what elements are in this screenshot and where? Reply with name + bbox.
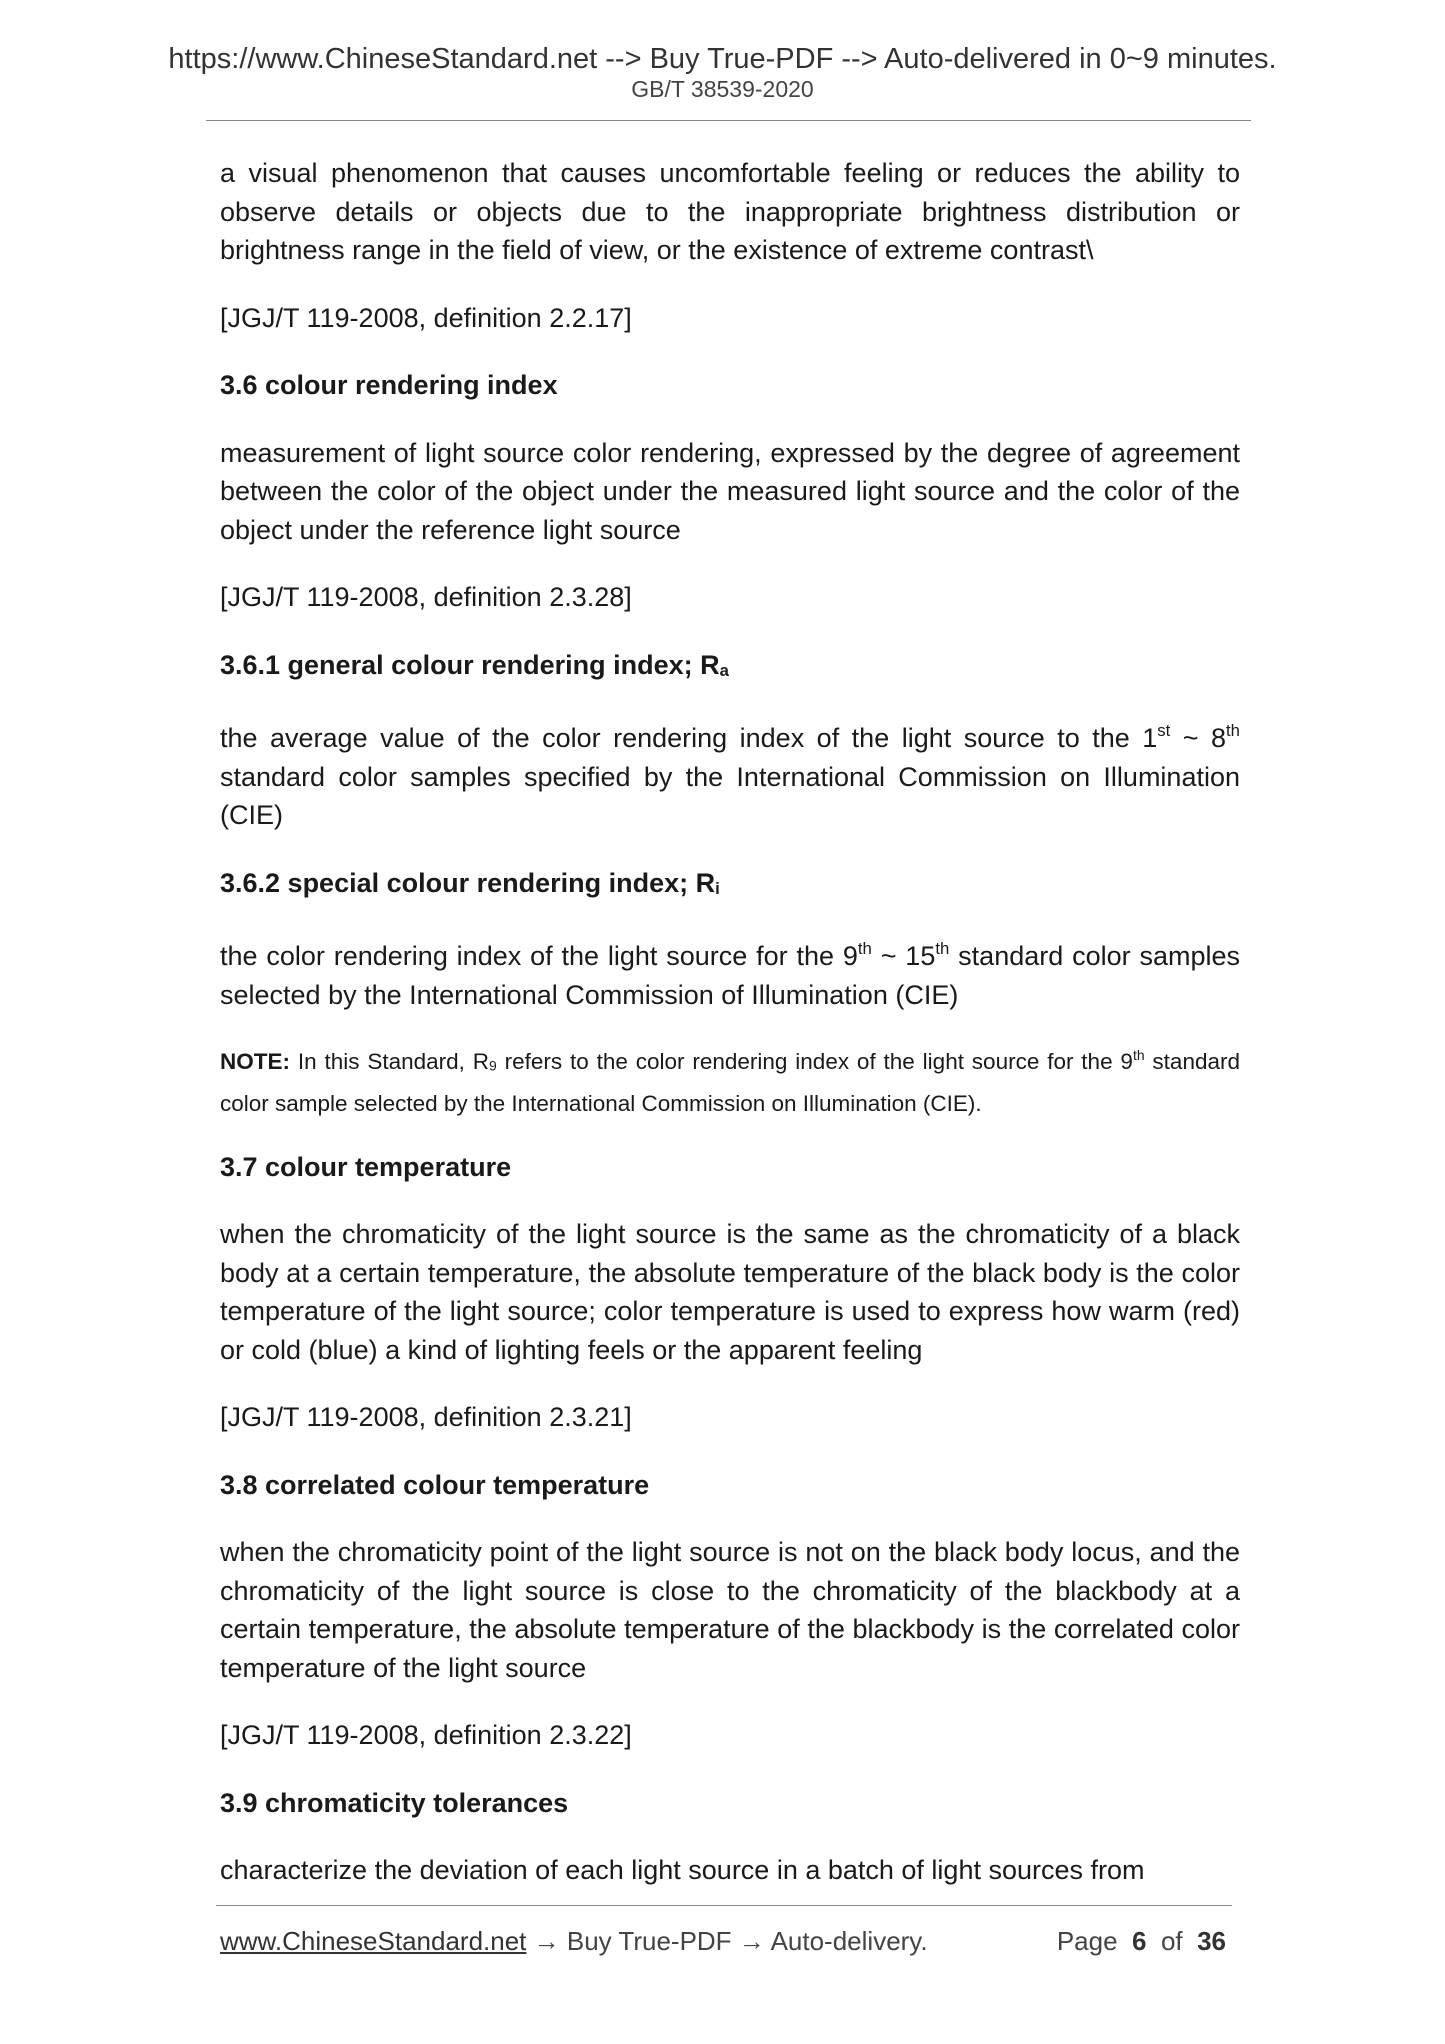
- heading-3-6-1: [220, 646, 1240, 691]
- superscript-th: th: [1226, 721, 1240, 741]
- heading-3-6-1-text: 3.6.1 general colour rendering index; R: [220, 649, 720, 680]
- heading-3-6-2: [220, 864, 1240, 909]
- heading-3-6-1-subscript: a: [719, 660, 729, 680]
- definition-3-6-2-part-c: standard color samples selected by the International Commission of Illumination (CIE): [220, 941, 1241, 1010]
- note-label: NOTE:: [220, 1049, 290, 1074]
- footer-text: → Buy True-PDF → Auto-delivery.: [526, 1926, 928, 1956]
- note-part-a: In this Standard, R: [290, 1049, 490, 1074]
- page-current: 6: [1132, 1926, 1147, 1956]
- footer: [220, 1924, 1232, 1958]
- header-divider: [206, 120, 1251, 121]
- page-total: 36: [1197, 1926, 1226, 1956]
- header-banner: https://www.ChineseStandard.net --> Buy True-PDF --> Auto-delivered in 0~9 minutes.: [168, 43, 1277, 75]
- note-part-b: refers to the color rendering index of the light source for the 9: [496, 1049, 1133, 1074]
- page-of: of: [1160, 1926, 1183, 1956]
- definition-3-6-1-part-b: ~ 8: [1170, 723, 1227, 753]
- reference-3-8: [JGJ/T 119-2008, definition 2.3.22]: [220, 1720, 632, 1751]
- definition-3-7: when the chromaticity of the light source is the same as the chromaticity of a black body at a certain temperature, the absolute temperature of the black body is the color temperature of the light source; color temperature is used to express how warm (red) or cold (blue) a kind of lighting feels or the apparent feeling: [220, 1219, 1240, 1365]
- heading-3-8: 3.8 correlated colour temperature: [220, 1469, 650, 1500]
- reference-3-7: [JGJ/T 119-2008, definition 2.3.21]: [220, 1402, 632, 1433]
- definition-3-8: when the chromaticity point of the light source is not on the black body locus, and the chromaticity of the light source is close to the chromaticity of the blackbody at a certain temperature, the absolute temperature of the blackbody is the correlated color temperature of the light source: [220, 1537, 1240, 1683]
- superscript-th: th: [857, 939, 872, 959]
- heading-3-7: 3.7 colour temperature: [220, 1151, 512, 1182]
- heading-3-6: 3.6 colour rendering index: [220, 370, 558, 400]
- footer-divider: [216, 1905, 1232, 1906]
- page-label: Page: [1056, 1926, 1118, 1956]
- reference-3-6: [JGJ/T 119-2008, definition 2.3.28]: [220, 582, 632, 612]
- document-body: [220, 154, 1240, 1919]
- definition-3-6-1-part-c: standard color samples specified by the International Commission on Illumination (CIE): [220, 761, 1240, 830]
- heading-3-6-2-text: 3.6.2 special colour rendering index; R: [220, 867, 716, 898]
- heading-3-6-2-subscript: i: [715, 878, 720, 898]
- definition-3-6-2: [220, 937, 1240, 1014]
- footer-site-link[interactable]: www.ChineseStandard.net: [220, 1926, 527, 1956]
- superscript-st: st: [1157, 721, 1171, 741]
- note-subscript: 9: [489, 1057, 497, 1074]
- note-3-6-2: [220, 1043, 1240, 1123]
- superscript-th: th: [1132, 1046, 1145, 1063]
- definition-3-6-1: [220, 719, 1240, 835]
- definition-3-6: measurement of light source color rendering, expressed by the degree of agreement between the color of the object under the measured light source and the color of the object under the reference light source: [220, 437, 1240, 545]
- glare-definition: a visual phenomenon that causes uncomfortable feeling or reduces the ability to observe details or objects due to the inappropriate brightness distribution or brightness range in the field of view, or the existence of extreme contrast\: [220, 158, 1240, 265]
- heading-3-9: 3.9 chromaticity tolerances: [220, 1787, 569, 1818]
- page-indicator: [1057, 1924, 1226, 1958]
- definition-3-6-2-part-b: ~ 15: [871, 941, 936, 971]
- definition-3-6-2-part-a: the color rendering index of the light source for the 9: [220, 941, 858, 971]
- standard-number: GB/T 38539-2020: [631, 76, 814, 102]
- superscript-th: th: [935, 939, 950, 959]
- glare-reference: [JGJ/T 119-2008, definition 2.2.17]: [220, 302, 632, 333]
- definition-3-6-1-part-a: the average value of the color rendering index of the light source to the 1: [220, 723, 1158, 753]
- note-part-c: standard color sample selected by the International Commission on Illumination (CIE).: [220, 1049, 1240, 1116]
- definition-3-9: characterize the deviation of each light source in a batch of light sources from: [220, 1855, 1145, 1886]
